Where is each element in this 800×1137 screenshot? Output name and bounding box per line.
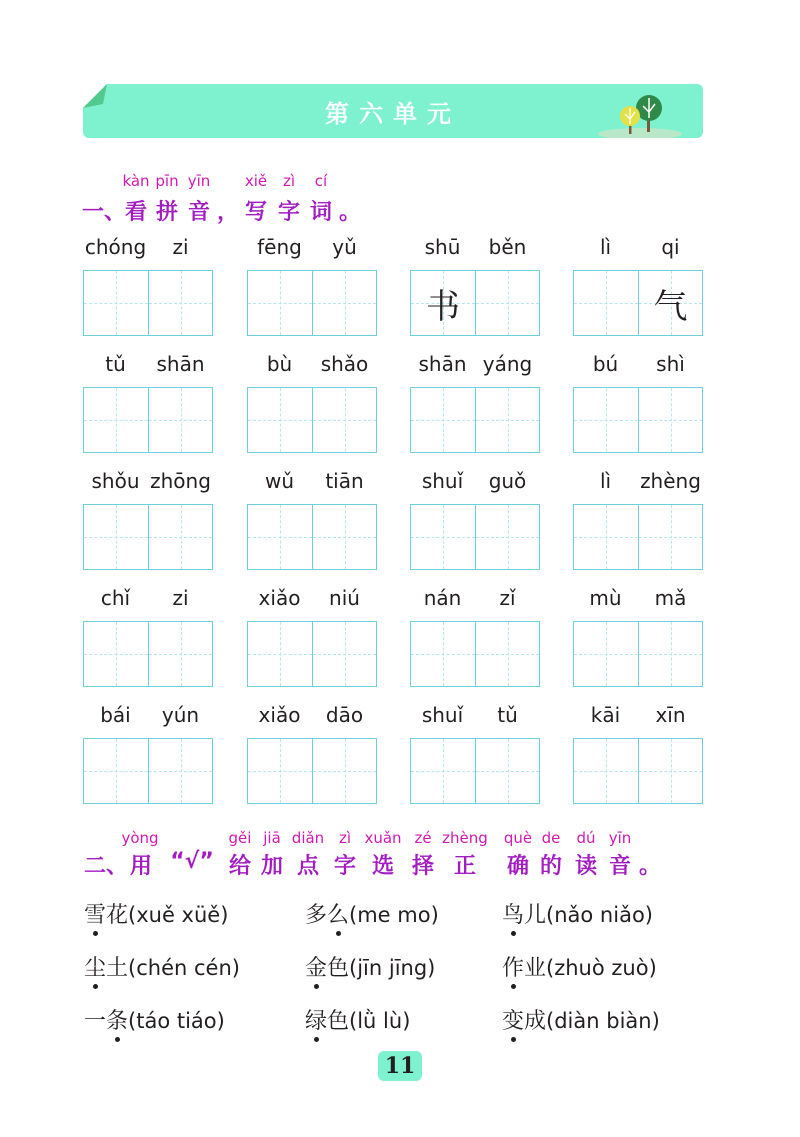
choice-row [84,1004,724,1057]
title-char: 给 [228,854,252,879]
choice-item [84,951,240,982]
written-character: 气 [653,286,688,327]
pinyin-label: bú [592,352,619,376]
pinyin-label: yún [161,703,200,727]
writing-cell[interactable] [475,739,539,803]
pronunciation-options[interactable]: (xuě xüě) [128,903,229,927]
dotted-character: 变 [502,1009,525,1034]
choice-item [502,1004,660,1035]
word-group [573,586,703,686]
section1-title [0,195,800,225]
title-char: 选 [371,854,395,879]
writing-cell[interactable] [475,622,539,686]
pronunciation-options[interactable]: (nǎo niǎo) [546,903,653,927]
writing-boxes [410,621,540,687]
title-char: 字 [277,200,301,225]
word-group [410,352,540,452]
pinyin-xie: xiě [244,172,268,190]
dotted-character: 绿 [305,1009,328,1034]
pinyin-label: dāo [325,703,364,727]
word-group [247,352,377,452]
writing-cell[interactable] [638,505,702,569]
pinyin-yin: yīn [187,172,211,190]
section1-pinyin [0,172,800,192]
pinyin-label: niú [329,586,360,610]
pinyin-label: qi [661,235,680,259]
writing-cell[interactable] [411,505,475,569]
pinyin-label: shān [418,352,467,376]
pinyin-ze: zé [414,829,432,847]
word-group [410,469,540,569]
writing-cell[interactable] [411,388,475,452]
writing-boxes [410,738,540,804]
pinyin-zheng: zhèng [442,829,488,847]
pinyin-label: xiǎo [258,586,301,610]
grid-row [83,469,705,586]
pinyin-label: tiān [325,469,364,493]
dotted-character: 条 [106,1009,129,1034]
pinyin-jia: jiā [263,829,281,847]
writing-cell[interactable] [411,739,475,803]
writing-boxes [410,387,540,453]
unit-title: 第六单元 [325,100,461,128]
unit-banner [83,84,703,138]
writing-cell[interactable] [638,271,702,335]
trees-icon [595,94,685,138]
word-group [410,703,540,803]
dotted-character: 么 [327,903,350,928]
word-character: 土 [106,956,129,981]
writing-boxes [410,504,540,570]
writing-cell[interactable] [475,505,539,569]
pronunciation-options[interactable]: (lǜ lù) [349,1009,411,1033]
title-punct: 。 [638,854,662,879]
grid-row [83,235,705,352]
title-char: 读 [574,854,598,879]
pinyin-label: tǔ [105,352,126,376]
page-number: 11 [378,1051,422,1081]
writing-boxes [83,387,213,453]
reading-choice-items [84,898,724,1057]
pinyin-label: shì [656,352,685,376]
word-character: 色 [327,1009,350,1034]
pinyin-label: xiǎo [258,703,301,727]
word-group [573,235,703,335]
pinyin-label: chóng [84,235,147,259]
word-character: 儿 [524,903,547,928]
pinyin-label: shān [156,352,205,376]
word-group [83,703,213,803]
writing-boxes [573,270,703,336]
writing-cell[interactable] [248,739,312,803]
writing-boxes [410,270,540,336]
choice-item [305,951,435,982]
checkmark-quote: “√” [170,849,214,874]
pinyin-label: shuǐ [421,469,464,493]
pinyin-label: shǒu [91,469,140,493]
writing-cell[interactable] [312,739,376,803]
word-group [83,586,213,686]
choice-item [502,951,657,982]
pinyin-label: zi [172,235,189,259]
writing-cell[interactable] [84,739,148,803]
writing-boxes [573,738,703,804]
title-char: 正 [453,854,477,879]
pinyin-pin: pīn [155,172,179,190]
pronunciation-options[interactable]: (táo tiáo) [128,1009,225,1033]
pinyin-label: mǎ [654,586,687,610]
pinyin-label: zhōng [150,469,211,493]
dotted-character: 金 [305,956,328,981]
pronunciation-options[interactable]: (diàn biàn) [546,1009,660,1033]
writing-cell[interactable] [148,271,212,335]
word-group [83,469,213,569]
word-character: 花 [106,903,129,928]
writing-boxes [247,270,377,336]
writing-boxes [573,504,703,570]
writing-cell[interactable] [248,388,312,452]
pinyin-zi: zì [338,829,352,847]
dotted-character: 鸟 [502,903,525,928]
pinyin-label: shuǐ [421,703,464,727]
pinyin-label: xīn [655,703,686,727]
word-character: 多 [305,903,328,928]
writing-cell[interactable] [312,622,376,686]
title-punct: 。 [338,200,362,225]
pinyin-label: tǔ [497,703,518,727]
writing-cell[interactable] [84,271,148,335]
section2-pinyin [0,829,800,849]
writing-boxes [247,504,377,570]
title-char: 的 [539,854,563,879]
pronunciation-options[interactable]: (jīn jīng) [349,956,436,980]
writing-cell[interactable] [312,388,376,452]
writing-cell[interactable] [148,739,212,803]
choice-item [305,1004,410,1035]
pinyin-label: zhèng [640,469,701,493]
word-group [247,586,377,686]
writing-cell[interactable] [248,271,312,335]
pronunciation-options[interactable]: (me mo) [349,903,439,927]
choice-item [84,1004,225,1035]
word-group [83,235,213,335]
writing-boxes [83,738,213,804]
pinyin-label: yáng [482,352,533,376]
title-char: 音 [608,854,632,879]
title-char: 词 [309,200,333,225]
writing-cell[interactable] [84,388,148,452]
section1-number: 一、 [81,200,127,225]
pinyin-label: guǒ [488,469,527,493]
pinyin-label: kāi [590,703,621,727]
title-char: 点 [296,854,320,879]
pinyin-du: dú [576,829,596,847]
word-group [83,352,213,452]
writing-grid [83,235,705,820]
choice-item [502,898,653,929]
writing-boxes [573,621,703,687]
pinyin-label: lì [599,235,612,259]
pinyin-label: nán [423,586,462,610]
word-character: 一 [84,1009,107,1034]
writing-cell[interactable] [411,622,475,686]
written-character: 书 [426,286,460,327]
grid-row [83,586,705,703]
title-char: 音 [187,200,211,225]
word-group [247,469,377,569]
pinyin-label: yǔ [332,235,357,259]
writing-cell[interactable] [148,505,212,569]
writing-cell[interactable] [574,388,638,452]
writing-cell[interactable] [638,388,702,452]
word-group [247,703,377,803]
choice-row [84,898,724,951]
pinyin-gei: gěi [228,829,252,847]
section2-title [0,849,800,879]
writing-cell[interactable] [574,622,638,686]
writing-cell[interactable] [574,271,638,335]
pinyin-de: de [541,829,561,847]
word-group [410,235,540,335]
pinyin-label: lì [599,469,612,493]
writing-cell[interactable] [248,622,312,686]
writing-cell[interactable] [638,622,702,686]
word-group [573,352,703,452]
writing-boxes [247,387,377,453]
pronunciation-options[interactable]: (chén cén) [128,956,240,980]
writing-cell[interactable] [312,505,376,569]
writing-cell[interactable] [475,271,539,335]
word-group [247,235,377,335]
dotted-character: 尘 [84,956,107,981]
writing-boxes [247,738,377,804]
title-char: 看 [124,200,148,225]
pinyin-label: bù [266,352,293,376]
writing-cell[interactable] [411,271,475,335]
writing-cell[interactable] [574,739,638,803]
choice-item [305,898,439,929]
pinyin-label: bái [100,703,131,727]
writing-cell[interactable] [574,505,638,569]
pronunciation-options[interactable]: (zhuò zuò) [546,956,657,980]
title-char: 写 [244,200,268,225]
writing-cell[interactable] [638,739,702,803]
grid-row [83,703,705,820]
pinyin-label: shǎo [320,352,369,376]
word-group [573,469,703,569]
title-char: 加 [260,854,284,879]
pinyin-label: fēng [257,235,302,259]
pinyin-label: běn [488,235,527,259]
writing-boxes [83,270,213,336]
title-punct: ， [216,200,240,225]
writing-cell[interactable] [475,388,539,452]
word-group [573,703,703,803]
choice-item [84,898,228,929]
title-char: 用 [129,854,153,879]
pinyin-yin: yīn [608,829,632,847]
pinyin-kan: kàn [122,172,150,190]
writing-boxes [247,621,377,687]
pinyin-zi: zì [282,172,296,190]
writing-boxes [83,504,213,570]
title-char: 择 [411,854,435,879]
title-char: 字 [333,854,357,879]
pinyin-label: chǐ [100,586,131,610]
writing-cell[interactable] [84,505,148,569]
pinyin-yong: yòng [121,829,159,847]
pinyin-label: mù [589,586,622,610]
pinyin-label: zǐ [499,586,516,610]
writing-cell[interactable] [148,622,212,686]
pinyin-dian: diǎn [291,829,325,847]
word-character: 色 [327,956,350,981]
title-char: 拼 [155,200,179,225]
choice-row [84,951,724,1004]
pinyin-que: què [503,829,533,847]
dotted-character: 作 [502,956,525,981]
pinyin-label: zi [172,586,189,610]
writing-cell[interactable] [148,388,212,452]
word-group [410,586,540,686]
writing-cell[interactable] [248,505,312,569]
writing-boxes [573,387,703,453]
dotted-character: 雪 [84,903,107,928]
writing-boxes [83,621,213,687]
grid-row [83,352,705,469]
writing-cell[interactable] [84,622,148,686]
word-character: 业 [524,956,547,981]
writing-cell[interactable] [312,271,376,335]
pinyin-label: wǔ [264,469,295,493]
pinyin-xuan: xuǎn [364,829,402,847]
section2-number: 二、 [83,854,129,879]
word-character: 成 [524,1009,547,1034]
pinyin-label: shū [424,235,461,259]
title-char: 确 [506,854,530,879]
pinyin-ci: cí [314,172,328,190]
